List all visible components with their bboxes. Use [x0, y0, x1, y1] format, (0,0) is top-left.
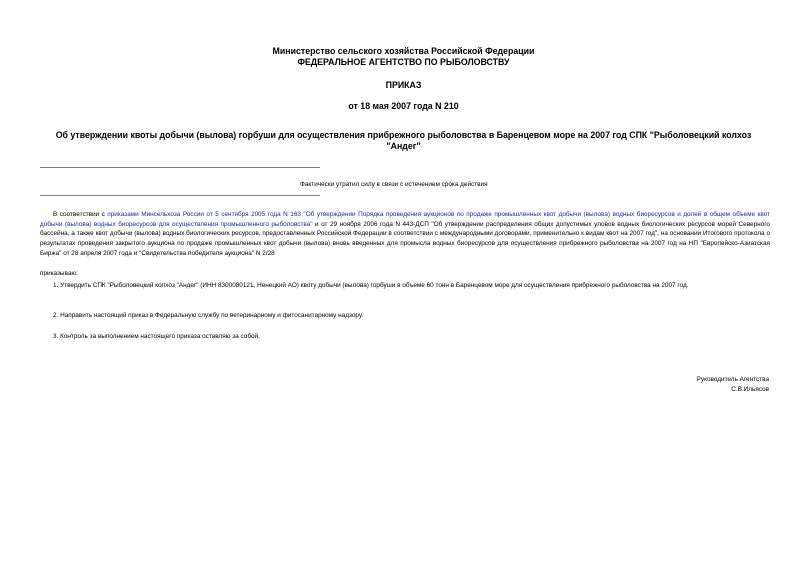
ministry-name: Министерство сельского хозяйства Российской Федерации [272, 46, 535, 56]
preamble-prefix: В соответствии с [53, 211, 108, 218]
legal-reference-link[interactable]: приказами Минсельхоза России от 5 сентября 2005 года N 163 "Об утверждении Порядка проведения аукционов по продаже промышленных квот добычи (вылова) водных биоресурсов и долей в общем объеме квот добычи (вылова) водных биоресурсов для осуществления промышленного рыболовства" [40, 211, 771, 228]
document-date-number: от 18 мая 2007 года N 210 [348, 101, 459, 111]
order-item-1: 1. Утвердить СПК "Рыболовецкий колхоз "Андег" (ИНН 8300080121, Ненецкий АО) квоту добычи (вылова) горбуши в объеме 60 тонн в Баренцевом море для осуществления прибрежного рыболовства на 2007 год. [53, 282, 689, 289]
divider-bottom [40, 195, 320, 196]
agency-name: ФЕДЕРАЛЬНОЕ АГЕНТСТВО ПО РЫБОЛОВСТВУ [297, 57, 510, 67]
document-type: ПРИКАЗ [385, 80, 422, 90]
signature-name: С.В.Ильясов [731, 386, 769, 393]
divider-top [40, 167, 320, 168]
order-item-3: 3. Контроль за выполнением настоящего приказа оставляю за собой. [53, 333, 260, 340]
status-note: Фактически утратил силу в связи с истечением срока действия [300, 181, 488, 188]
signature-position: Руководитель Агентства [696, 376, 769, 383]
document-title: Об утверждении квоты добычи (вылова) горбуши для осуществления прибрежного рыболовства в Баренцевом море на 2007 год СПК "Рыболовецкий колхоз "Андег" [55, 130, 752, 151]
order-item-2: 2. Направить настоящий приказ в Федеральную службу по ветеринарному и фитосанитарному надзору. [53, 312, 364, 319]
preamble-paragraph [40, 210, 770, 259]
order-word: приказываю: [40, 270, 78, 277]
preamble-rest: и от 29 ноября 2006 года N 443-ДСП "Об утверждении распределения общих допустимых уловов водных биологических ресурсов морей Северного бассейна, а также квот добычи (вылова) водных биологических ресурсов, предоставленных Российской Федерации в соответствии с международными договорами, применительно к видам квот на 2007 год", на основании Итогового протокола о результатах проведения закрытого аукциона по продаже промышленных квот добычи (вылова) вновь введенных для промысла водных биоресурсов для осуществления прибрежного рыболовства на 2007 год на НП "Европейско-Азиатская Биржа" от 28 апреля 2007 года и "Свидетельства победителя аукциона" N 2/28 [40, 220, 770, 257]
